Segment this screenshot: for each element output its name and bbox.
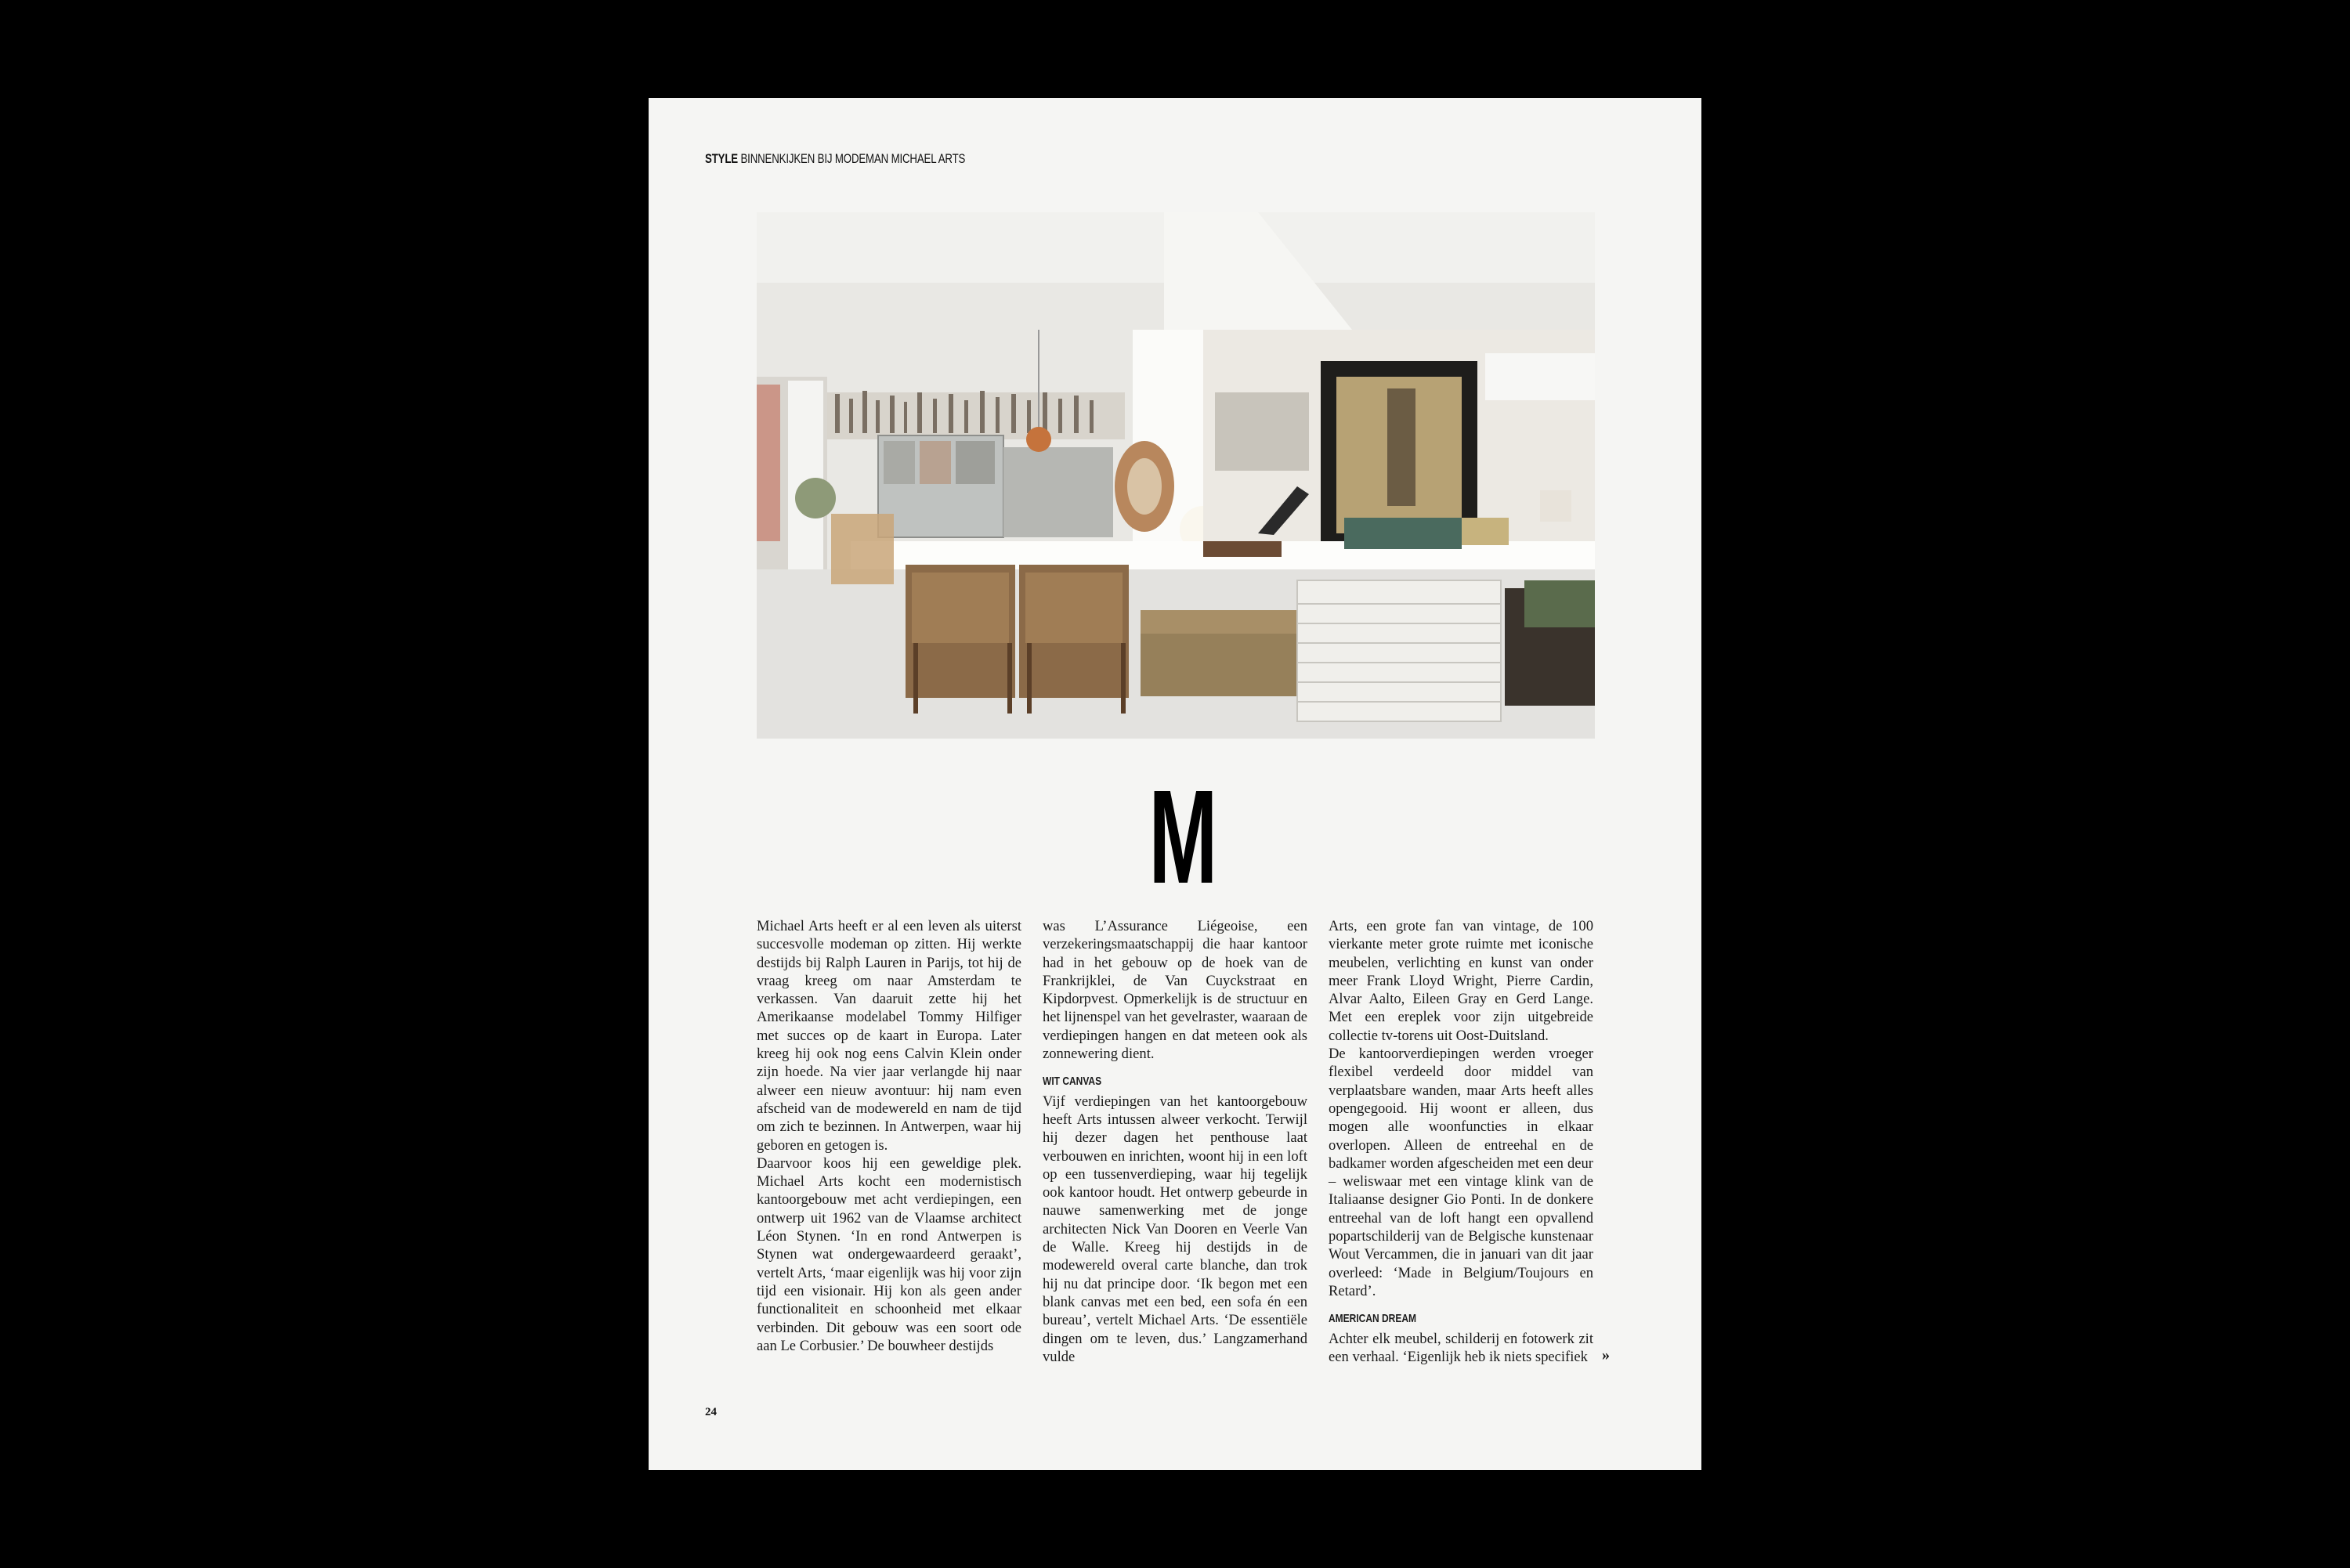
continue-arrow-icon: » [1602, 1346, 1610, 1364]
subheading: AMERICAN DREAM [1329, 1312, 1416, 1326]
paragraph: was L’Assurance Liégeoise, een verzekeringsmaatschappij die haar kantoor had in het gebouw op de hoek van de Frankrijklei, de Van Cuyckstraat en Kipdorpvest. Opmerkelijk is de structuur en het lijnenspel van het gevelraster, waaraan de verdiepingen hangen en dat meteen ook als zonnewering dient. [1043, 918, 1307, 1063]
page-number: 24 [705, 1406, 717, 1418]
article-kicker: BINNENKIJKEN BIJ MODEMAN MICHAEL ARTS [740, 151, 966, 166]
paragraph: Vijf verdiepingen van het kantoorgebouw heeft Arts intussen alweer verkocht. Terwijl hij dezer dagen het penthouse laat verbouwen en inrichten, woont hij in een loft op een tussenverdieping, waar hij tegelijk ook kantoor houdt. Het ontwerp gebeurde in nauwe samenwerking met de jonge architecten Nick Van Dooren en Veerle Van de Walle. Kreeg hij destijds in de modewereld overal carte blanche, dan trok hij nu dat principe door. ‘Ik begon met een blank canvas met een bed, een sofa én een bureau’, vertelt Michael Arts. ‘De essentiële dingen om te leven, dus.’ Langzamerhand vulde [1043, 1093, 1307, 1365]
text-column-2 [1043, 917, 1307, 1366]
magazine-page [649, 98, 1701, 1470]
text-column-1 [757, 917, 1021, 1355]
paragraph: Michael Arts heeft er al een leven als uiterst succesvolle modeman op zitten. Hij werkte destijds bij Ralph Lauren in Parijs, tot hij de vraag kreeg om naar Amsterdam te verkassen. Van daaruit zette hij het Amerikaanse modelabel Tommy Hilfiger met succes op de kaart in Europa. Later kreeg hij ook nog eens Calvin Klein onder zijn hoede. Na vier jaar verlangde hij naar alweer een nieuw avontuur: hij nam even afscheid van de modewereld en nam de tijd om zich te bezinnen. In Antwerpen, waar hij geboren en getogen is. [757, 918, 1021, 1154]
drop-cap: M [1148, 763, 1218, 912]
text-column-3 [1329, 917, 1593, 1366]
paragraph: Achter elk meubel, schilderij en fotowerk zit een verhaal. ‘Eigenlijk heb ik niets specifiek [1329, 1330, 1593, 1365]
section-label: STYLE [705, 151, 738, 166]
subheading: WIT CANVAS [1043, 1075, 1102, 1089]
paragraph: Daarvoor koos hij een geweldige plek. Michael Arts kocht een modernistisch kantoorgebouw met acht verdiepingen, een ontwerp uit 1962 van de Vlaamse architect Léon Stynen. ‘In en rond Antwerpen is Stynen wat ondergewaardeerd geraakt’, vertelt Arts, ‘maar eigenlijk was hij voor zijn tijd een visionair. Hij kon als geen ander functionaliteit en schoonheid met elkaar verbinden. Dit gebouw was een soort ode aan Le Corbusier.’ De bouwheer destijds [757, 1154, 1021, 1354]
paragraph: Arts, een grote fan van vintage, de 100 vierkante meter grote ruimte met iconische meubelen, verlichting en kunst van onder meer Frank Lloyd Wright, Pierre Cardin, Alvar Aalto, Eileen Gray en Gerd Lange. Met een ereplek voor zijn uitgebreide collectie tv-torens uit Oost-Duitsland. [1329, 918, 1593, 1044]
paragraph: De kantoorverdiepingen werden vroeger flexibel verdeeld door middel van verplaatsbare wanden, maar Arts heeft alles opengegooid. Hij woont er alleen, dus mogen alle woonfuncties in elkaar overlopen. Alleen de entreehal en de badkamer worden afgescheiden met een deur – weliswaar met een vintage klink van de Italiaanse designer Gio Ponti. In de donkere entreehal van de loft hangt een opvallend popartschilderij van de Belgische kunstenaar Wout Vercammen, die in januari van dit jaar overleed: ‘Made in Belgium/Toujours en Retard’. [1329, 1046, 1593, 1299]
interior-photo [757, 212, 1595, 739]
running-head [705, 151, 965, 167]
